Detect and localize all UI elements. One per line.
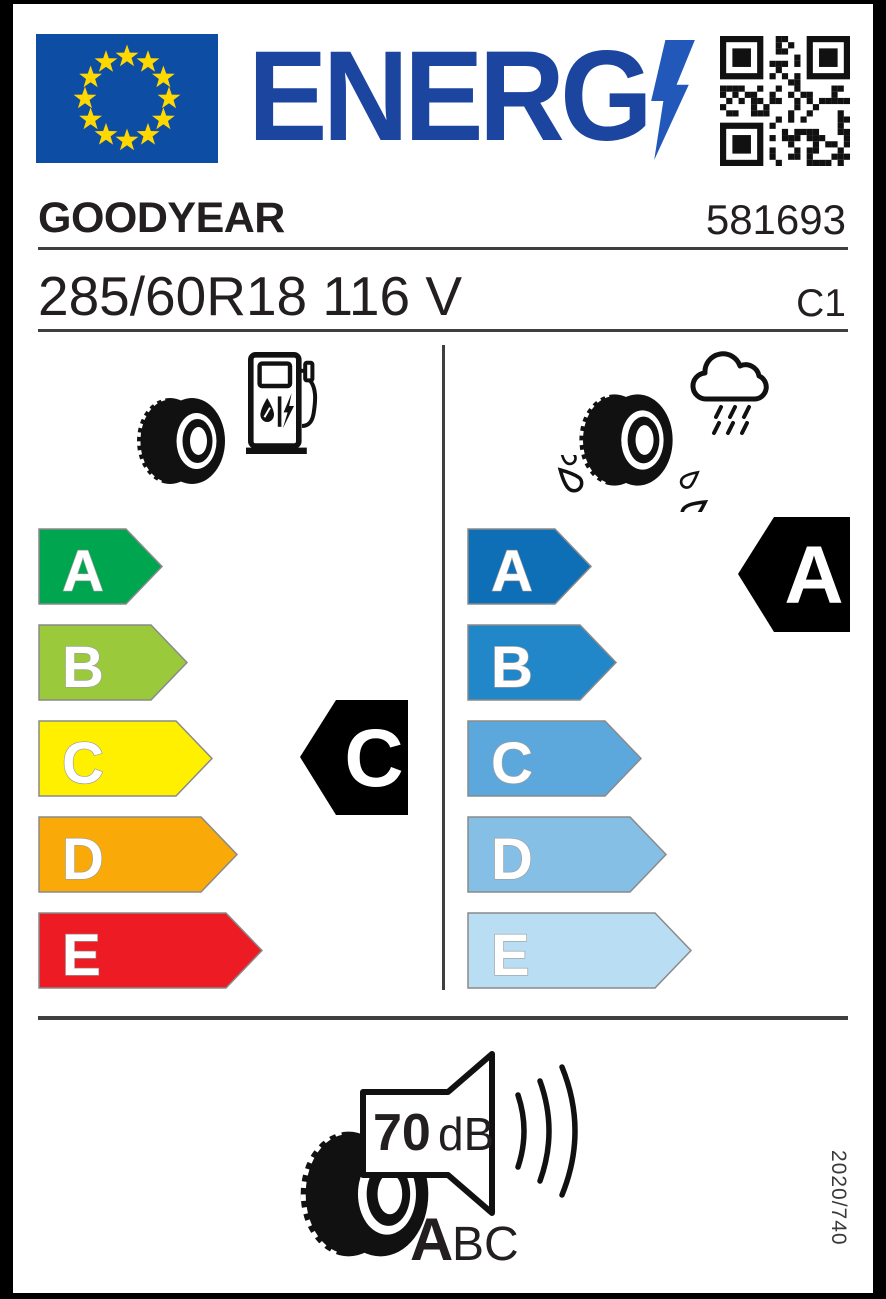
fuel-grade-d-bar bbox=[38, 816, 238, 893]
fuel-grade-a-bar bbox=[38, 528, 163, 605]
fuel-tire-icon bbox=[131, 377, 231, 505]
svg-text:A: A bbox=[491, 539, 533, 604]
fuel-pump-icon bbox=[246, 350, 318, 454]
noise-class-a: A bbox=[410, 1206, 454, 1273]
wet-grade-e-bar bbox=[467, 912, 692, 989]
regulation-number: 2020/740 bbox=[827, 1150, 850, 1246]
divider-rule-bottom bbox=[38, 1016, 848, 1020]
tire-class: C1 bbox=[796, 282, 846, 325]
svg-text:D: D bbox=[491, 827, 533, 892]
fuel-rating-indicator bbox=[300, 700, 408, 815]
noise-class-c: C bbox=[484, 1218, 519, 1271]
wet-grade-c-bar bbox=[467, 720, 642, 797]
tire-size: 285/60R18 116 V bbox=[38, 265, 463, 327]
noise-icon-group bbox=[284, 1045, 594, 1275]
splash-left-icon bbox=[534, 455, 589, 515]
divider-rule-top bbox=[38, 247, 848, 250]
fuel-grade-e-bar bbox=[38, 912, 263, 989]
svg-text:E: E bbox=[62, 923, 101, 988]
article-number: 581693 bbox=[705, 196, 846, 243]
sound-waves-icon bbox=[518, 1067, 575, 1195]
fuel-grade-c-bar bbox=[38, 720, 213, 797]
lightning-bolt-icon bbox=[645, 40, 700, 162]
svg-text:E: E bbox=[491, 923, 530, 988]
svg-text:C: C bbox=[491, 731, 533, 796]
wet-grade-a-bar bbox=[467, 528, 592, 605]
eu-flag-icon bbox=[36, 34, 218, 163]
svg-text:D: D bbox=[62, 827, 104, 892]
rain-cloud-icon bbox=[683, 347, 783, 442]
svg-text:C: C bbox=[62, 731, 104, 796]
divider-rule-size bbox=[38, 329, 848, 332]
fuel-grade-b-bar bbox=[38, 624, 188, 701]
noise-value: 70 bbox=[373, 1104, 431, 1162]
qr-code bbox=[720, 36, 850, 166]
wet-grip-rating-indicator bbox=[738, 517, 850, 632]
svg-text:B: B bbox=[62, 635, 104, 700]
svg-text:A: A bbox=[62, 539, 104, 604]
wet-grade-d-bar bbox=[467, 816, 667, 893]
energ-logo-text: ENERG bbox=[248, 25, 649, 168]
svg-text:B: B bbox=[491, 635, 533, 700]
svg-text:A: A bbox=[784, 530, 844, 621]
noise-unit: dB bbox=[438, 1108, 495, 1160]
svg-text:C: C bbox=[344, 713, 404, 804]
splash-right-icon bbox=[676, 450, 724, 512]
wet-grade-b-bar bbox=[467, 624, 617, 701]
brand-name: GOODYEAR bbox=[38, 194, 285, 242]
noise-class-b: B bbox=[452, 1218, 485, 1271]
column-divider bbox=[442, 345, 445, 990]
